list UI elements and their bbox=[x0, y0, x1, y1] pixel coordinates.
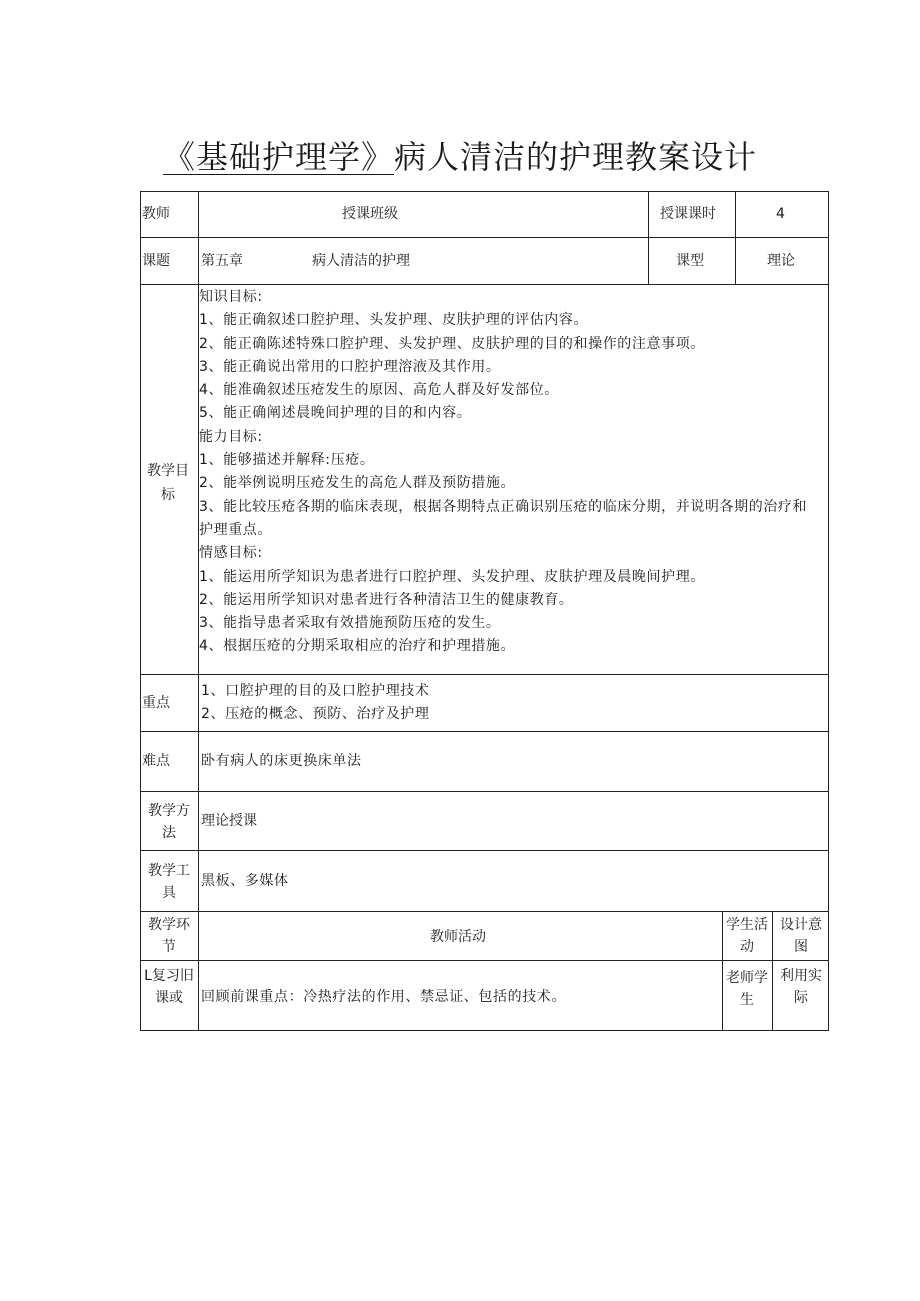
objective-line: 2、能举例说明压疮发生的高危人群及预防措施。 bbox=[199, 475, 516, 492]
key-points-label: 重点 bbox=[142, 695, 170, 711]
student-activity-header: 学生活动 bbox=[726, 917, 768, 955]
row-divider bbox=[140, 731, 829, 732]
row-divider bbox=[140, 674, 829, 675]
objective-line: 2、能正确陈述特殊口腔护理、头发护理、皮肤护理的目的和操作的注意事项。 bbox=[199, 335, 705, 352]
objective-line: 能力目标: bbox=[199, 428, 263, 445]
teacher-label: 教师 bbox=[142, 206, 170, 222]
objective-line: 1、能正确叙述口腔护理、头发护理、皮肤护理的评估内容。 bbox=[199, 312, 589, 329]
row-divider bbox=[140, 850, 829, 851]
title-rest: 病人清洁的护理教案设计 bbox=[394, 138, 758, 176]
hours-value: 4 bbox=[776, 206, 785, 222]
objectives-content bbox=[199, 286, 827, 674]
objective-line: 3、能正确说出常用的口腔护理溶液及其作用。 bbox=[199, 358, 501, 375]
method-value: 理论授课 bbox=[201, 813, 257, 829]
teacher-activity-header: 教师活动 bbox=[430, 929, 486, 945]
class-label: 授课班级 bbox=[342, 206, 398, 222]
hours-label: 授课课时 bbox=[660, 206, 716, 222]
stage1-label: L复习旧课或 bbox=[144, 968, 194, 1006]
objective-line: 3、能指导患者采取有效措施预防压疮的发生。 bbox=[199, 615, 501, 632]
objective-line: 1、能够描述并解释:压疮。 bbox=[199, 452, 375, 469]
column-divider bbox=[735, 191, 736, 284]
objective-line: 5、能正确阐述晨晚间护理的目的和内容。 bbox=[199, 405, 472, 422]
stage1-design-intent: 利用实际 bbox=[780, 968, 822, 1006]
column-divider bbox=[772, 911, 773, 1031]
type-label: 课型 bbox=[676, 253, 704, 269]
title-book-name: 《基础护理学》 bbox=[162, 138, 394, 176]
objective-line: 护理重点。 bbox=[199, 521, 272, 538]
objective-line: 4、根据压疮的分期采取相应的治疗和护理措施。 bbox=[199, 638, 516, 655]
stage1-student-activity: 老师学生 bbox=[726, 970, 768, 1008]
topic-title: 病人清洁的护理 bbox=[312, 253, 410, 269]
method-label: 教学方法 bbox=[148, 803, 190, 841]
row-divider bbox=[140, 960, 829, 961]
objective-line: 1、能运用所学知识为患者进行口腔护理、头发护理、皮肤护理及晨晚间护理。 bbox=[199, 568, 705, 585]
page-title bbox=[0, 132, 920, 178]
chapter: 第五章 bbox=[201, 253, 243, 269]
row-divider bbox=[140, 237, 829, 238]
topic-label: 课题 bbox=[142, 253, 170, 269]
stage1-teacher-activity: 回顾前课重点：冷热疗法的作用、禁忌证、包括的技术。 bbox=[201, 989, 566, 1005]
difficulty-label: 难点 bbox=[142, 753, 170, 769]
objective-line: 2、能运用所学知识对患者进行各种清洁卫生的健康教育。 bbox=[199, 591, 574, 608]
column-divider bbox=[648, 191, 649, 284]
objective-line: 情感目标: bbox=[199, 545, 263, 562]
row-divider bbox=[140, 911, 829, 912]
difficulty-value: 卧有病人的床更换床单法 bbox=[201, 753, 362, 769]
objective-line: 4、能准确叙述压疮发生的原因、高危人群及好发部位。 bbox=[199, 382, 559, 399]
tools-value: 黑板、多媒体 bbox=[201, 873, 289, 889]
row-divider bbox=[140, 791, 829, 792]
row-divider bbox=[140, 284, 829, 285]
column-divider bbox=[722, 911, 723, 1031]
stage-header: 教学环节 bbox=[148, 917, 190, 955]
objectives-label: 教学目标 bbox=[147, 463, 189, 503]
key-point-item: 1、口腔护理的目的及口腔护理技术 bbox=[201, 683, 430, 699]
type-value: 理论 bbox=[767, 253, 795, 269]
tools-label: 教学工具 bbox=[148, 863, 190, 901]
key-point-item: 2、压疮的概念、预防、治疗及护理 bbox=[201, 706, 430, 722]
design-intent-header: 设计意图 bbox=[780, 917, 822, 955]
objective-line: 知识目标: bbox=[199, 289, 263, 305]
objective-line: 3、能比较压疮各期的临床表现，根据各期特点正确识别压疮的临床分期，并说明各期的治疗和 bbox=[199, 498, 808, 515]
